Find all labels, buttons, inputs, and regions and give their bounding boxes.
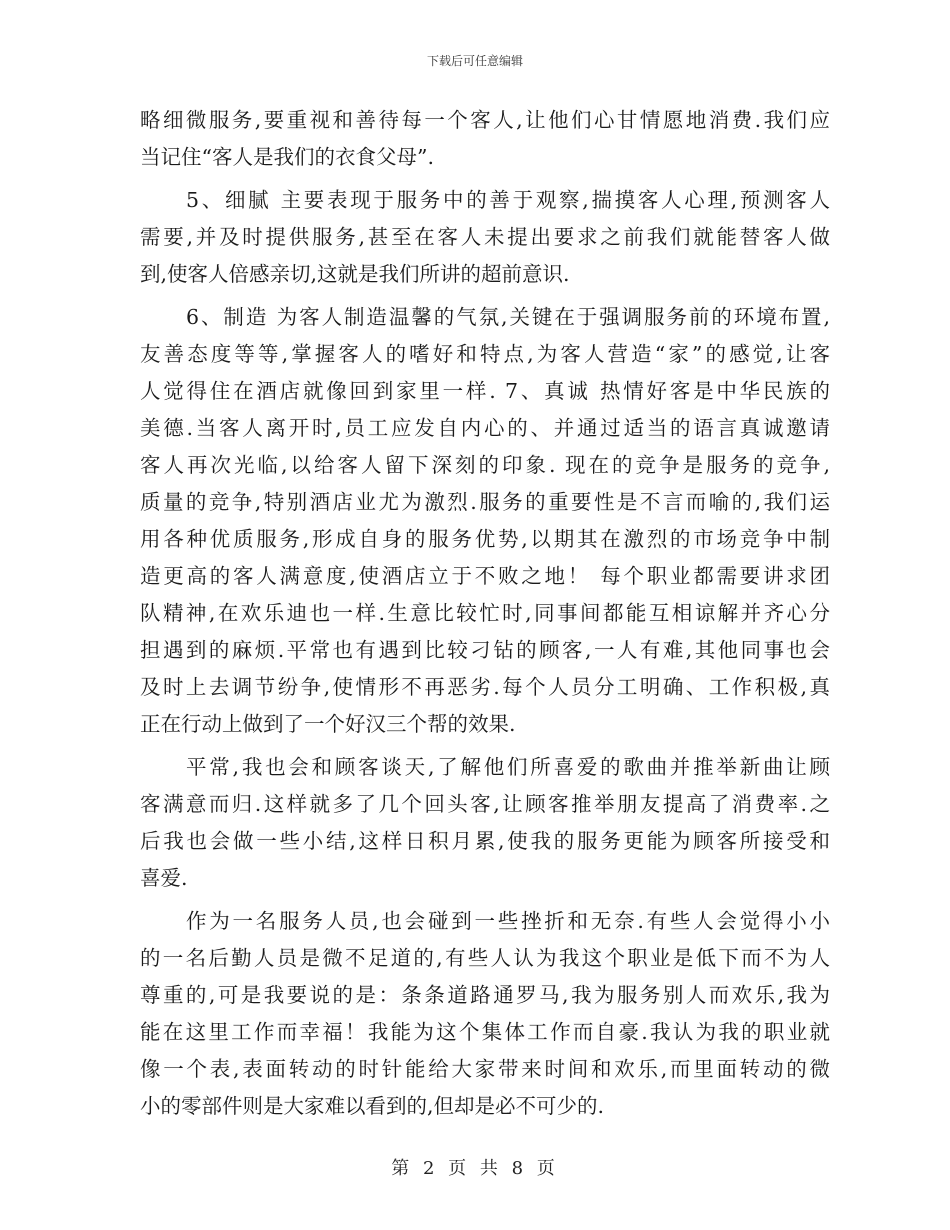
text-line: 正在行动上做到了一个好汉三个帮的效果. bbox=[140, 712, 516, 736]
text-line: 到,使客人倍感亲切,这就是我们所讲的超前意识. bbox=[140, 262, 570, 286]
paragraph bbox=[140, 182, 830, 293]
text-line: 后我也会做一些小结,这样日积月累,使我的服务更能为顾客所接受和 bbox=[140, 829, 830, 853]
text-line: 略细微服务,要重视和善待每一个客人,让他们心甘情愿地消费.我们应 bbox=[140, 108, 830, 132]
page-header: 下载后可任意编辑 bbox=[426, 54, 523, 68]
text-line: 的一名后勤人员是微不足道的,有些人认为我这个职业是低下而不为人 bbox=[140, 946, 830, 970]
paragraph bbox=[140, 102, 830, 176]
text-line: 担遇到的麻烦.平常也有遇到比较刁钻的顾客,一人有难,其他同事也会 bbox=[140, 638, 830, 662]
text-line: 友善态度等等,掌握客人的嗜好和特点,为客人营造“家”的感觉,让客 bbox=[140, 342, 830, 366]
text-line: 客满意而归.这样就多了几个回头客,让顾客推举朋友提高了消费率.之 bbox=[140, 792, 830, 816]
text-line: 像一个表,表面转动的时针能给大家带来时间和欢乐,而里面转动的微 bbox=[140, 1057, 830, 1081]
text-line: 客人再次光临,以给客人留下深刻的印象. 现在的竞争是服务的竞争, bbox=[140, 453, 830, 477]
text-line: 喜爱. bbox=[140, 866, 188, 890]
text-line: 作为一名服务人员,也会碰到一些挫折和无奈.有些人会觉得小小 bbox=[186, 909, 830, 933]
paragraph bbox=[140, 299, 830, 743]
text-line: 5、细腻 主要表现于服务中的善于观察,揣摸客人心理,预测客人 bbox=[186, 188, 830, 212]
text-line: 造更高的客人满意度,使酒店立于不败之地！ 每个职业都需要讲求团 bbox=[140, 564, 830, 588]
text-line: 当记住“客人是我们的衣食父母”. bbox=[140, 145, 434, 169]
document-body bbox=[140, 102, 830, 1125]
text-line: 人觉得住在酒店就像回到家里一样. 7、真诚 热情好客是中华民族的 bbox=[140, 379, 830, 403]
text-line: 平常,我也会和顾客谈天,了解他们所喜爱的歌曲并推举新曲让顾 bbox=[186, 755, 830, 779]
text-line: 用各种优质服务,形成自身的服务优势,以期其在激烈的市场竞争中制 bbox=[140, 527, 830, 551]
text-line: 能在这里工作而幸福！我能为这个集体工作而自豪.我认为我的职业就 bbox=[140, 1020, 830, 1044]
paragraph bbox=[140, 749, 830, 897]
paragraph bbox=[140, 903, 830, 1125]
text-line: 美德.当客人离开时,员工应发自内心的、并通过适当的语言真诚邀请 bbox=[140, 416, 830, 440]
text-line: 及时上去调节纷争,使情形不再恶劣.每个人员分工明确、工作积极,真 bbox=[140, 675, 830, 699]
text-line: 尊重的,可是我要说的是：条条道路通罗马,我为服务别人而欢乐,我为 bbox=[140, 983, 830, 1007]
page-number-footer: 第 2 页 共 8 页 bbox=[391, 1158, 559, 1179]
text-line: 质量的竞争,特别酒店业尤为激烈.服务的重要性是不言而喻的,我们运 bbox=[140, 490, 830, 514]
text-line: 队精神,在欢乐迪也一样.生意比较忙时,同事间都能互相谅解并齐心分 bbox=[140, 601, 830, 625]
text-line: 小的零部件则是大家难以看到的,但却是必不可少的. bbox=[140, 1094, 605, 1118]
text-line: 需要,并及时提供服务,甚至在客人未提出要求之前我们就能替客人做 bbox=[140, 225, 830, 249]
text-line: 6、制造 为客人制造温馨的气氛,关键在于强调服务前的环境布置, bbox=[186, 305, 830, 329]
